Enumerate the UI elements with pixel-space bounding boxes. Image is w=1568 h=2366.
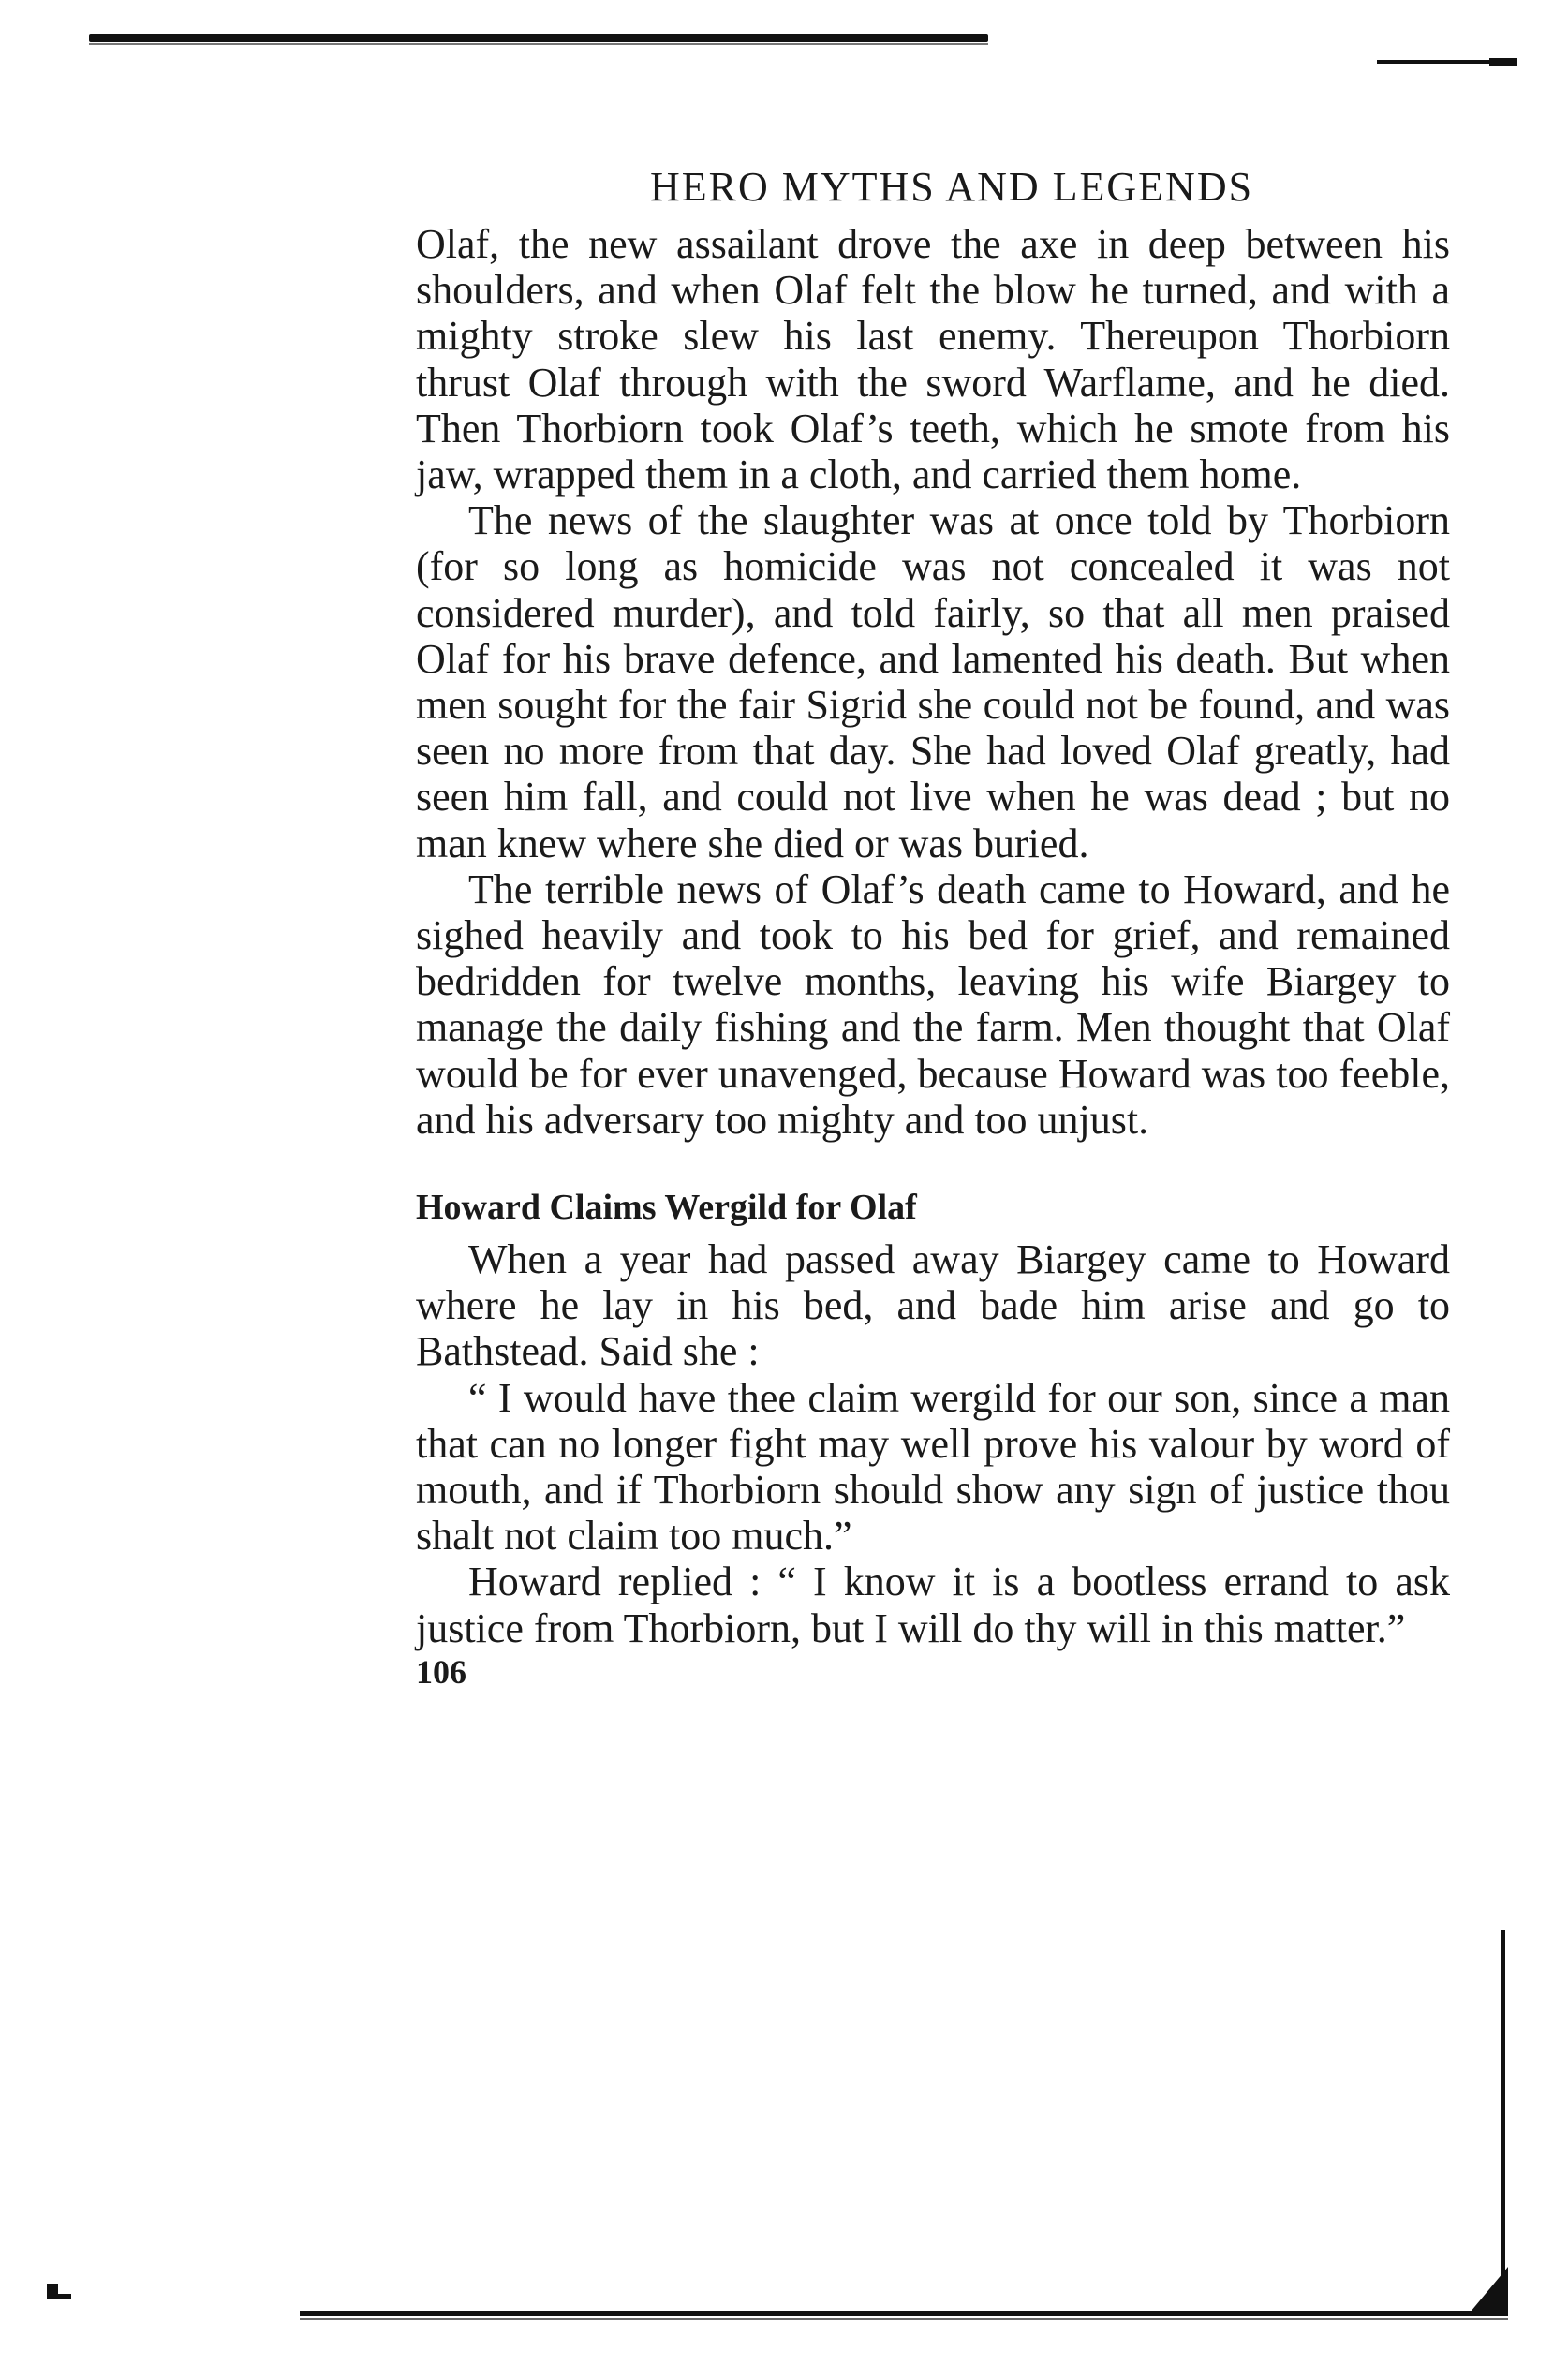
paragraph-biargey-comes: When a year had passed away Biargey came to Howard where he lay in his bed, and bade him arise and go to Bathstead. Said she : <box>416 1236 1450 1375</box>
paragraph-howard-reply: Howard replied : “ I know it is a bootless errand to ask justice from Thorbiorn, but I will do thy will in this matter.” <box>416 1559 1450 1651</box>
page-number: 106 <box>416 1652 466 1691</box>
scan-edge-rule-right <box>1501 1930 1505 2304</box>
scan-edge-mark-top-right <box>1489 58 1517 66</box>
section-heading: Howard Claims Wergild for Olaf <box>416 1188 917 1228</box>
scan-edge-rule-bottom-thin <box>300 2318 1508 2320</box>
paragraph-howard-grief: The terrible news of Olaf’s death came to Howard, and he sighed heavily and took to his bed for grief, and remained bedridden for twelve months, leaving his wife Biargey to manage the daily fishing and the farm. Men thought that Olaf would be for ever unavenged, because Howard was too feeble, and his adversary too mighty and too unjust. <box>416 865 1450 1143</box>
scan-edge-mark-left-foot <box>47 2294 71 2299</box>
book-page <box>416 159 1450 1691</box>
running-head: HERO MYTHS AND LEGENDS <box>649 164 1254 210</box>
paragraph-news-of-slaughter: The news of the slaughter was at once told by Thorbiorn (for so long as homicide was not concealed it was not considered murder), and told fairly, so that all men praised Olaf for his brave defence, and lamented his death. But when men sought for the fair Sigrid she could not be found, and was seen no more from that day. She had loved Olaf greatly, had seen him fall, and could not live when he was dead ; but no man knew where she died or was buried. <box>416 497 1450 866</box>
paragraph-olaf-death: Olaf, the new assailant drove the axe in deep between his shoulders, and when Olaf felt the blow he turned, and with a mighty stroke slew his last enemy. Thereupon Thorbiorn thrust Olaf through with the sword Warflame, and he died. Then Thorbiorn took Olaf’s teeth, which he smote from his jaw, wrapped them in a cloth, and carried them home. <box>416 221 1450 498</box>
scan-edge-rule-top <box>89 34 988 42</box>
scan-edge-rule-top-thin <box>89 43 988 45</box>
paragraph-biargey-speech: “ I would have thee claim wergild for our son, since a man that can no longer fight may well prove his valour by word of mouth, and if Thorbiorn should show any sign of justice thou shalt not claim too much.” <box>416 1374 1450 1560</box>
scan-edge-rule-bottom <box>300 2311 1508 2316</box>
